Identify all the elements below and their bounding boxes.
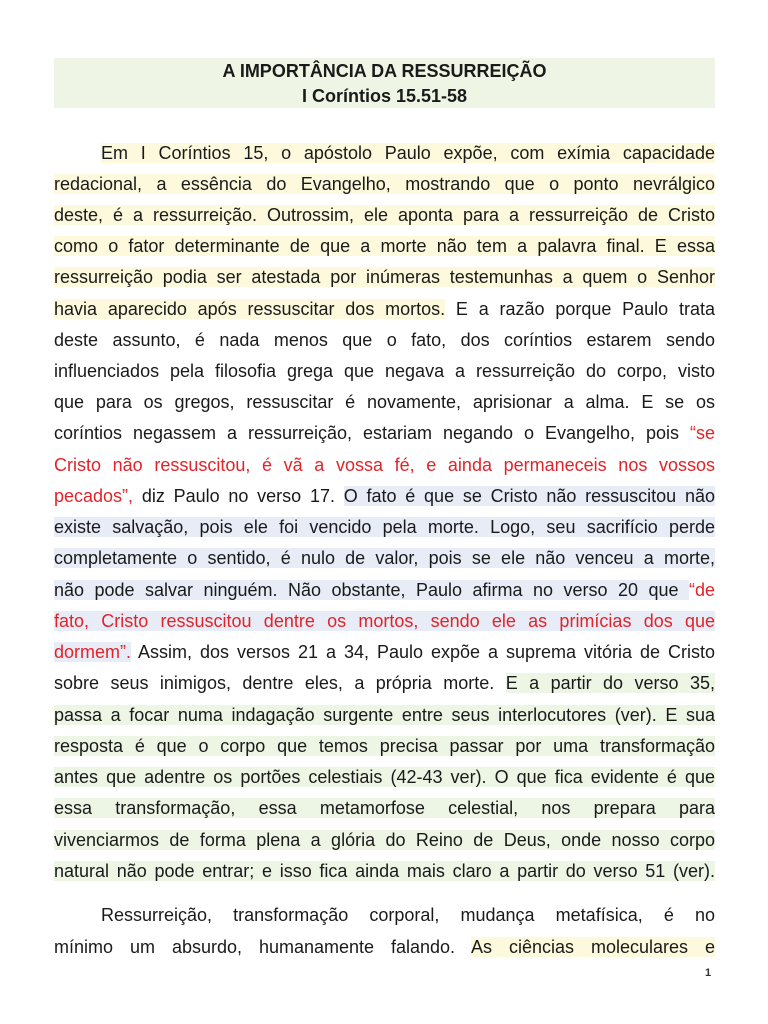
- text-span: natural não pode entrar; e isso fica ainda mais claro a partir do verso 51 (ver).: [54, 861, 715, 881]
- text-line: [54, 481, 715, 512]
- text-line: [54, 575, 715, 606]
- text-line: [54, 231, 715, 262]
- text-line: [54, 262, 715, 293]
- text-span: vivenciarmos de forma plena a glória do Reino de Deus, onde nosso corpo: [54, 830, 715, 850]
- text-line: [54, 825, 715, 856]
- text-line: [54, 200, 715, 231]
- text-span: influenciados pela filosofia grega que negava a ressurreição do corpo, visto: [54, 361, 715, 381]
- text-line: [54, 731, 715, 762]
- text-line: [54, 543, 715, 574]
- text-line: [54, 450, 715, 481]
- text-line: [54, 668, 715, 699]
- text-span: que para os gregos, ressuscitar é novamente, aprisionar a alma. E se os: [54, 392, 715, 412]
- text-span: ressurreição podia ser atestada por inúmeras testemunhas a quem o Senhor: [54, 267, 715, 287]
- text-span: E a partir do verso 35,: [505, 673, 715, 693]
- text-line: [54, 325, 715, 356]
- text-line: [54, 138, 715, 169]
- text-span: antes que adentre os portões celestiais (42-43 ver). O que fica evidente é que: [54, 767, 715, 787]
- text-span: essa transformação, essa metamorfose celestial, nos prepara para: [54, 798, 715, 818]
- text-line: [54, 606, 715, 637]
- page-subtitle: I Coríntios 15.51-58: [301, 86, 468, 106]
- text-line: [54, 762, 715, 793]
- text-line: [54, 637, 715, 668]
- text-line: [54, 856, 715, 887]
- text-line: [54, 793, 715, 824]
- text-line: [54, 387, 715, 418]
- text-span: redacional, a essência do Evangelho, mostrando que o ponto nevrálgico: [54, 174, 715, 194]
- text-line: [54, 900, 715, 931]
- text-span: diz Paulo no verso 17.: [133, 486, 344, 506]
- text-span: sobre seus inimigos, dentre eles, a própria morte.: [54, 673, 506, 693]
- quote-span: “se: [689, 423, 715, 443]
- text-span: O fato é que se Cristo não ressuscitou não: [343, 486, 715, 506]
- page-number: 1: [705, 967, 712, 979]
- quote-span: fato, Cristo ressuscitou dentre os mortos, sendo ele as primícias dos que: [54, 611, 715, 631]
- quote-span: “de: [688, 580, 715, 600]
- text-span: existe salvação, pois ele foi vencido pela morte. Logo, seu sacrifício perde: [54, 517, 715, 537]
- text-span: As ciências moleculares e: [471, 937, 715, 957]
- text-line: [54, 512, 715, 543]
- text-line: [54, 169, 715, 200]
- text-line: [54, 356, 715, 387]
- text-span: Em I Coríntios 15, o apóstolo Paulo expõe, com exímia capacidade: [101, 143, 715, 163]
- title-block: [54, 58, 715, 108]
- text-line: [54, 932, 715, 963]
- text-span: completamente o sentido, é nulo de valor, pois se ele não venceu a morte,: [54, 548, 715, 568]
- text-span: E a razão porque Paulo trata: [445, 299, 715, 319]
- text-line: [54, 418, 715, 449]
- text-span: havia aparecido após ressuscitar dos mortos.: [54, 299, 446, 319]
- text-span: mínimo um absurdo, humanamente falando.: [54, 937, 472, 957]
- text-span: deste assunto, é nada menos que o fato, dos coríntios estarem sendo: [54, 330, 715, 350]
- text-span: Ressurreição, transformação corporal, mudança metafísica, é no: [101, 905, 715, 925]
- text-span: passa a focar numa indagação surgente entre seus interlocutores (ver). E sua: [54, 705, 715, 725]
- text-span: não pode salvar ninguém. Não obstante, Paulo afirma no verso 20 que: [54, 580, 689, 600]
- quote-span: pecados”,: [54, 486, 134, 506]
- quote-span: Cristo não ressuscitou, é vã a vossa fé, e ainda permaneceis nos vossos: [54, 455, 715, 475]
- text-span: deste, é a ressurreição. Outrossim, ele aponta para a ressurreição de Cristo: [54, 205, 715, 225]
- text-line: [54, 700, 715, 731]
- text-span: como o fator determinante de que a morte não tem a palavra final. E essa: [54, 236, 715, 256]
- text-span: resposta é que o corpo que temos precisa passar por uma transformação: [54, 736, 715, 756]
- text-line: [54, 294, 715, 325]
- quote-span: dormem”.: [54, 642, 132, 662]
- text-span: Assim, dos versos 21 a 34, Paulo expõe a suprema vitória de Cristo: [131, 642, 715, 662]
- text-span: coríntios negassem a ressurreição, estariam negando o Evangelho, pois: [54, 423, 690, 443]
- page-title: A IMPORTÂNCIA DA RESSURREIÇÃO: [222, 61, 547, 81]
